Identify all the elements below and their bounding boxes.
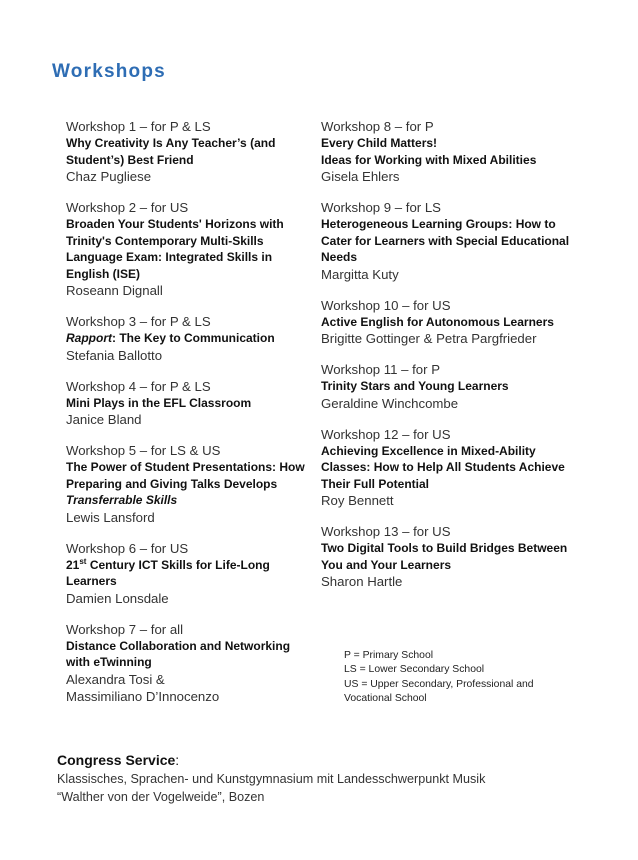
title-part: The Power of Student Presentations: How Preparing and Giving Talks Develops bbox=[66, 460, 305, 491]
workshop-label: Workshop 2 – for US bbox=[66, 200, 189, 215]
workshop-title bbox=[66, 459, 316, 509]
workshop-speaker: Massimiliano D’Innocenzo bbox=[66, 688, 220, 704]
workshop-speaker: Margitta Kuty bbox=[321, 266, 399, 282]
congress-heading-colon: : bbox=[175, 752, 180, 768]
title-part: Century ICT Skills for Life-Long Learners bbox=[66, 557, 270, 588]
workshop-speaker: Roy Bennett bbox=[321, 493, 394, 508]
workshop-speaker: Damien Lonsdale bbox=[66, 590, 169, 606]
workshop-speaker: Stefania Ballotto bbox=[66, 347, 163, 363]
workshop-speaker: Sharon Hartle bbox=[321, 574, 403, 589]
workshop-speaker: Geraldine Winchcombe bbox=[321, 395, 459, 411]
title-part: Trinity Stars and Young Learners bbox=[321, 379, 509, 393]
title-superscript: st bbox=[79, 556, 87, 566]
workshop-7 bbox=[66, 621, 316, 705]
workshop-speaker: Gisela Ehlers bbox=[321, 169, 400, 184]
workshop-title bbox=[321, 378, 571, 395]
workshop-5 bbox=[66, 442, 316, 526]
title-part: 21 bbox=[66, 557, 80, 572]
workshop-label: Workshop 4 – for P & LS bbox=[66, 378, 211, 394]
workshop-9 bbox=[321, 199, 571, 283]
workshop-title bbox=[321, 443, 571, 493]
workshop-title bbox=[66, 135, 316, 168]
workshop-speaker: Roseann Dignall bbox=[66, 283, 163, 298]
title-italic-part: Transferrable Skills bbox=[66, 493, 178, 507]
congress-school-name: Klassisches, Sprachen- und Kunstgymnasium mit Landesschwerpunkt Musik bbox=[57, 772, 486, 786]
workshop-10 bbox=[321, 297, 571, 348]
workshop-3 bbox=[66, 313, 316, 364]
title-part: Broaden Your Students' Horizons with Trinity's Contemporary Multi-Skills Language Exam: Integrated Skills in English (ISE) bbox=[66, 217, 284, 281]
legend-item-upper-secondary: US = Upper Secondary, Professional and Vocational School bbox=[344, 678, 534, 704]
title-part: Mini Plays in the EFL Classroom bbox=[66, 395, 252, 410]
workshop-column-right bbox=[321, 118, 571, 604]
title-part: Heterogeneous Learning Groups: How to Cater for Learners with Special Educational Needs bbox=[321, 217, 570, 264]
page-title: Workshops bbox=[52, 61, 166, 82]
workshop-4 bbox=[66, 378, 316, 429]
workshop-label: Workshop 6 – for US bbox=[66, 540, 189, 556]
workshop-label: Workshop 8 – for P bbox=[321, 119, 434, 134]
workshop-speaker: Alexandra Tosi & bbox=[66, 671, 165, 687]
workshop-title bbox=[66, 557, 316, 590]
title-part: : The Key to Communication bbox=[112, 331, 275, 345]
level-legend bbox=[344, 649, 564, 706]
workshop-speaker: Janice Bland bbox=[66, 412, 142, 427]
workshop-label: Workshop 12 – for US bbox=[321, 426, 451, 442]
congress-service-section bbox=[57, 751, 617, 806]
workshop-column-left bbox=[66, 118, 316, 719]
workshop-label: Workshop 9 – for LS bbox=[321, 200, 441, 215]
workshop-title bbox=[321, 135, 571, 168]
workshop-title bbox=[66, 216, 316, 282]
workshop-speaker: Brigitte Gottinger & Petra Pargfrieder bbox=[321, 331, 537, 346]
workshop-12 bbox=[321, 426, 571, 510]
title-part: Ideas for Working with Mixed Abilities bbox=[321, 152, 537, 167]
workshop-6 bbox=[66, 540, 316, 607]
workshop-title bbox=[321, 540, 571, 573]
title-part: Every Child Matters! bbox=[321, 136, 438, 150]
congress-school-location: “Walther von der Vogelweide”, Bozen bbox=[57, 790, 265, 804]
workshop-11 bbox=[321, 361, 571, 412]
workshop-label: Workshop 5 – for LS & US bbox=[66, 443, 221, 458]
workshop-2 bbox=[66, 199, 316, 299]
workshop-label: Workshop 7 – for all bbox=[66, 621, 184, 637]
workshop-label: Workshop 3 – for P & LS bbox=[66, 314, 211, 329]
congress-service-heading bbox=[57, 751, 617, 770]
legend-item-lower-secondary: LS = Lower Secondary School bbox=[344, 664, 485, 676]
workshop-label: Workshop 10 – for US bbox=[321, 297, 451, 313]
workshop-label: Workshop 11 – for P bbox=[321, 362, 440, 377]
workshop-title bbox=[321, 314, 571, 331]
title-part: Distance Collaboration and Networking with eTwinning bbox=[66, 638, 291, 669]
title-part: Two Digital Tools to Build Bridges Between You and Your Learners bbox=[321, 541, 568, 572]
workshop-8 bbox=[321, 118, 571, 185]
workshop-1 bbox=[66, 118, 316, 185]
congress-heading-text: Congress Service bbox=[57, 752, 176, 768]
workshop-label: Workshop 13 – for US bbox=[321, 524, 451, 539]
title-part: Why Creativity Is Any Teacher’s (and Student’s) Best Friend bbox=[66, 136, 276, 167]
title-italic-part: Rapport bbox=[66, 331, 112, 345]
workshop-speaker: Lewis Lansford bbox=[66, 509, 155, 525]
workshop-title bbox=[321, 216, 571, 266]
workshop-13 bbox=[321, 523, 571, 590]
title-part: Achieving Excellence in Mixed-Ability Classes: How to Help All Students Achieve Their Full Potential bbox=[321, 443, 565, 491]
title-part: Active English for Autonomous Learners bbox=[321, 314, 554, 329]
workshop-title bbox=[66, 638, 316, 671]
workshop-speaker: Chaz Pugliese bbox=[66, 169, 152, 184]
workshop-title bbox=[66, 330, 316, 347]
workshop-label: Workshop 1 – for P & LS bbox=[66, 119, 211, 134]
workshop-title bbox=[66, 395, 316, 412]
legend-item-primary: P = Primary School bbox=[344, 650, 434, 661]
